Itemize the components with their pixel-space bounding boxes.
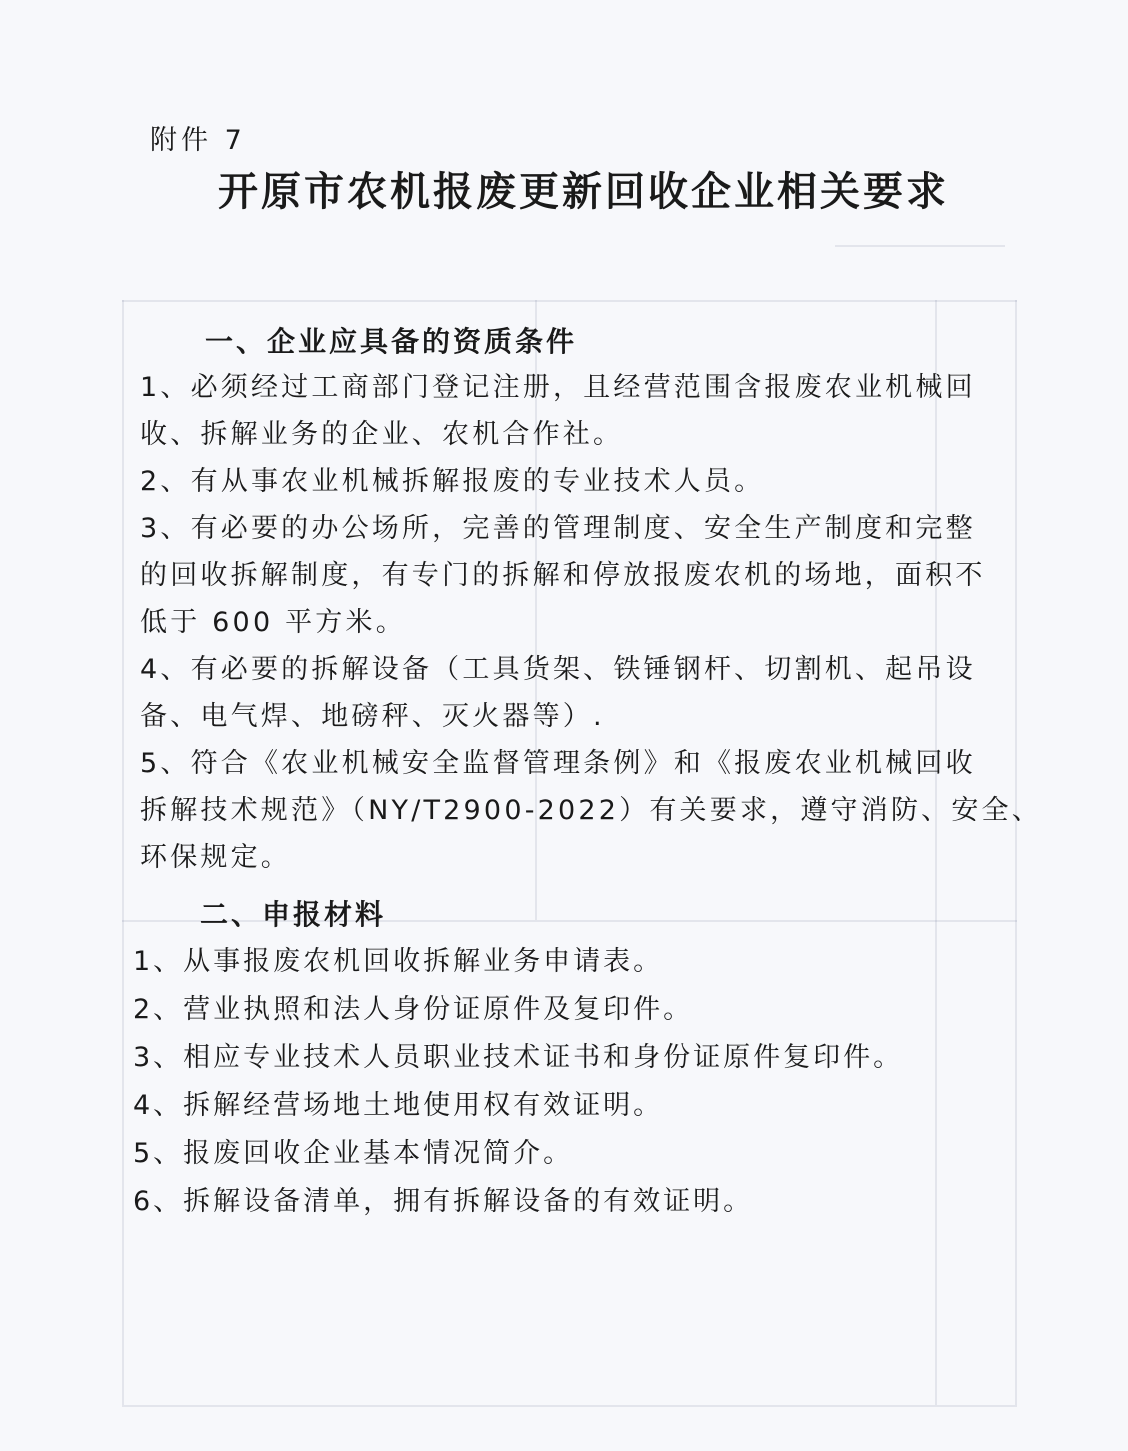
list-item: 4、有必要的拆解设备（工具货架、铁锤钢杆、切割机、起吊设 [140, 654, 976, 685]
section-heading-qualifications: 一、企业应具备的资质条件 [205, 325, 578, 358]
qualifications-list [140, 364, 1042, 881]
list-item: 5、符合《农业机械安全监督管理条例》和《报废农业机械回收 [140, 748, 976, 779]
list-item: 5、报废回收企业基本情况简介。 [133, 1138, 574, 1169]
bleed-through-line [835, 245, 1005, 247]
list-item: 的回收拆解制度，有专门的拆解和停放报废农机的场地，面积不 [140, 560, 986, 591]
bleed-through-line [122, 300, 1017, 302]
list-item: 6、拆解设备清单，拥有拆解设备的有效证明。 [133, 1186, 754, 1217]
list-item: 1、必须经过工商部门登记注册，且经营范围含报废农业机械回 [140, 372, 976, 403]
bleed-through-line [122, 1405, 1017, 1407]
list-item: 2、有从事农业机械拆解报废的专业技术人员。 [140, 466, 765, 497]
list-item: 收、拆解业务的企业、农机合作社。 [140, 419, 624, 450]
list-item: 1、从事报废农机回收拆解业务申请表。 [133, 946, 664, 977]
attachment-label: 附件 7 [150, 125, 246, 156]
list-item: 2、营业执照和法人身份证原件及复印件。 [133, 994, 694, 1025]
list-item: 拆解技术规范》（NY/T2900-2022）有关要求，遵守消防、安全、 [140, 795, 1042, 826]
bleed-through-line [122, 300, 124, 1405]
materials-list [133, 938, 903, 1226]
list-item: 3、有必要的办公场所，完善的管理制度、安全生产制度和完整 [140, 513, 976, 544]
list-item: 备、电气焊、地磅秤、灭火器等）. [140, 701, 605, 732]
page-title: 开原市农机报废更新回收企业相关要求 [218, 169, 949, 215]
list-item: 低于 600 平方米。 [140, 607, 406, 638]
section-heading-materials: 二、申报材料 [200, 898, 387, 931]
list-item: 4、拆解经营场地土地使用权有效证明。 [133, 1090, 664, 1121]
list-item: 3、相应专业技术人员职业技术证书和身份证原件复印件。 [133, 1042, 904, 1073]
list-item: 环保规定。 [140, 842, 291, 873]
